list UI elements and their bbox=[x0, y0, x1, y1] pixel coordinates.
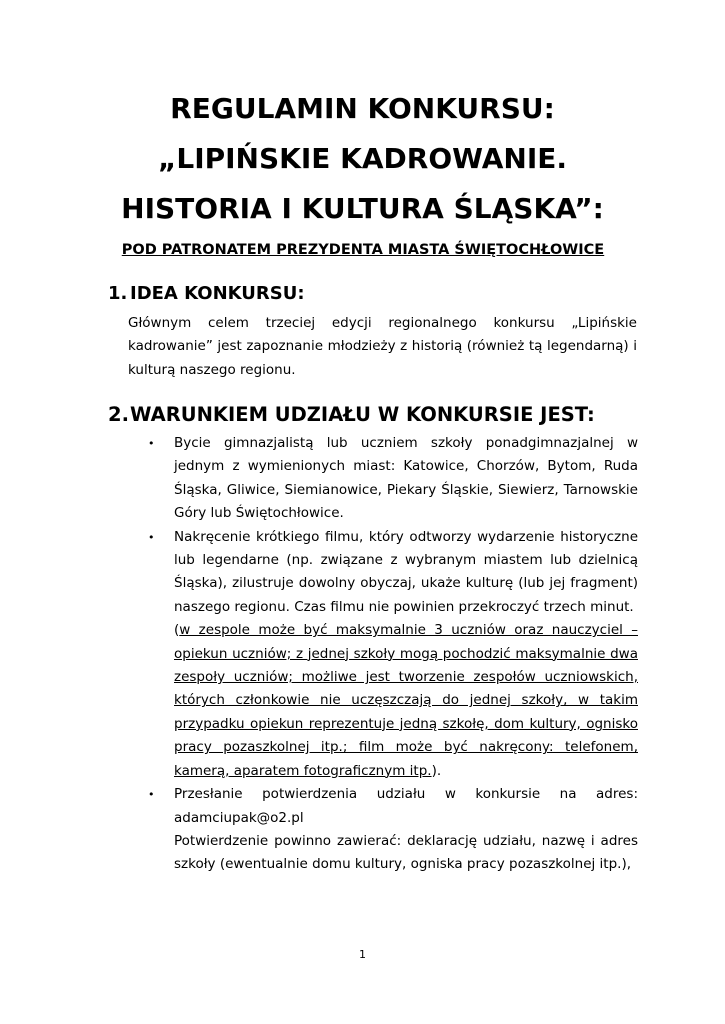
requirement-confirmation-details: Potwierdzenie powinno zawierać: deklarację udziału, nazwę i adres szkoły (ewentualnie domu kultury, ogniska pracy pozaszkolnej itp.), bbox=[174, 832, 638, 873]
requirement-film-note-block bbox=[174, 619, 638, 783]
section-2-title: WARUNKIEM UDZIAŁU W KONKURSIE JEST: bbox=[130, 403, 595, 426]
requirement-film-text: Nakręcenie krótkiego filmu, który odtworzy wydarzenie historyczne lub legendarne (np. związane z wybranym miastem lub dzielnicą Śląska), zilustruje dowolny obyczaj, ukaże kulturę (lub jej fragment) naszego regionu. Czas filmu nie powinien przekroczyć trzech minut. bbox=[174, 528, 638, 615]
bullet-icon: • bbox=[148, 788, 155, 802]
requirements-list bbox=[148, 432, 638, 877]
list-item bbox=[148, 432, 638, 526]
list-item bbox=[148, 526, 638, 783]
section-1-text: Głównym celem trzeciej edycji regionalnego konkursu „Lipińskie kadrowanie” jest zapoznanie młodzieży z historią (również tą legendarną) i kulturą naszego regionu. bbox=[128, 315, 637, 378]
requirement-confirmation-text: Przesłanie potwierdzenia udziału w konkursie na adres: adamciupak@o2.pl bbox=[174, 786, 638, 826]
section-1-number: 1. bbox=[108, 283, 128, 304]
section-1-title: IDEA KONKURSU: bbox=[130, 283, 305, 304]
section-2-heading bbox=[108, 403, 595, 426]
bullet-icon: • bbox=[148, 437, 155, 450]
requirement-film-note: w zespole może być maksymalnie 3 uczniów oraz nauczyciel – opiekun uczniów; z jednej szkoły mogą pochodzić maksymalnie dwa zespoły uczniów; możliwe jest tworzenie zespołów uczniowskich, których członkowie nie uczęszczają do jednej szkoły, w takim przypadku opiekun reprezentuje jedną szkołę, dom kultury, ognisko pracy pozaszkolnej itp.; film może być nakręcony: telefonem, kamerą, aparatem fotograficznym itp. bbox=[174, 622, 638, 779]
patronage-subtitle: POD PATRONATEM PREZYDENTA MIASTA ŚWIĘTOCHŁOWICE bbox=[121, 242, 605, 258]
list-item bbox=[148, 783, 638, 877]
bullet-icon: • bbox=[148, 530, 155, 544]
note-close-paren: ). bbox=[431, 762, 442, 779]
title-line-1: REGULAMIN KONKURSU: bbox=[170, 92, 555, 125]
title-line-2: „LIPIŃSKIE KADROWANIE. bbox=[157, 142, 568, 175]
document-title bbox=[0, 84, 725, 234]
note-open-paren: ( bbox=[174, 622, 180, 639]
title-line-3: HISTORIA I KULTURA ŚLĄSKA”: bbox=[121, 192, 604, 225]
requirement-eligibility-text: Bycie gimnazjalistą lub uczniem szkoły ponadgimnazjalnej w jednym z wymienionych miast: Katowice, Chorzów, Bytom, Ruda Śląska, Gliwice, Siemianowice, Piekary Śląskie, Siewierz, Tarnowskie Góry lub Świętochłowice. bbox=[174, 435, 638, 522]
section-1-heading bbox=[108, 283, 305, 304]
page-number: 1 bbox=[359, 948, 366, 961]
section-2-number: 2. bbox=[108, 403, 129, 426]
